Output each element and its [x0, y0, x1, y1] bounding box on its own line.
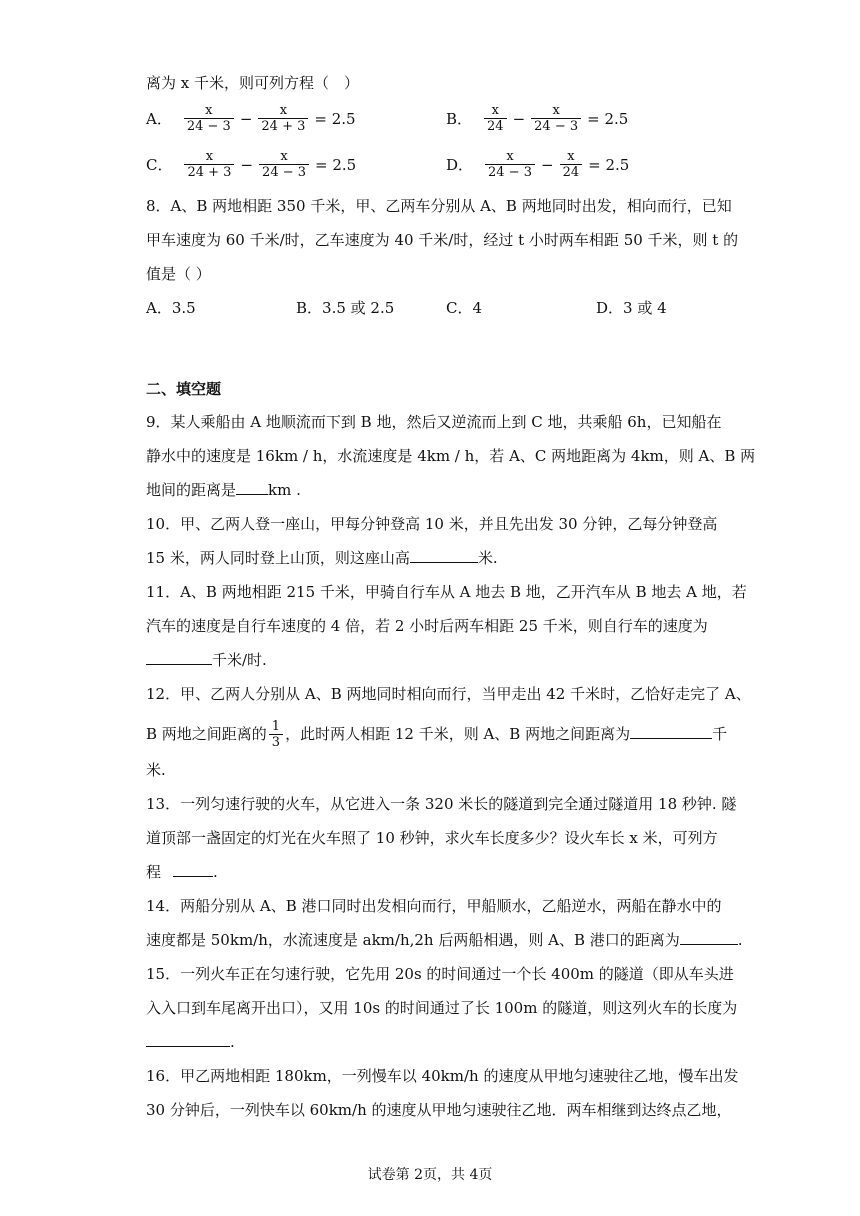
q8-line-2: 甲车速度为 60 千米/时，乙车速度为 40 千米/时，经过 t 小时两车相距 50 千米，则 t 的 [146, 231, 739, 249]
answer-blank[interactable] [630, 724, 712, 739]
q9-line-1: 9．某人乘船由 A 地顺流而下到 B 地，然后又逆流而上到 C 地，共乘船 6h，已知船在 [146, 413, 722, 431]
q13-line-2: 道顶部一盏固定的灯光在火车照了 10 秒钟，求火车长度多少？设火车长 x 米，可列方 [146, 829, 718, 847]
section-title: 二、填空题 [146, 380, 222, 398]
fraction: $\frac{x}{24 - 3}$ [184, 104, 234, 134]
q11-line-1: 11．A、B 两地相距 215 千米，甲骑自行车从 A 地去 B 地，乙开汽车从 B 地去 A 地，若 [146, 583, 747, 601]
q9-line-2: 静水中的速度是 16km / h，水流速度是 4km / h，若 A、C 两地距离为 4km，则 A、B 两 [146, 447, 756, 465]
answer-blank[interactable] [146, 1032, 230, 1047]
q8-option-c[interactable]: C．4 [446, 299, 483, 317]
q14-line-2: 速度都是 50km/h，水流速度是 akm/h,2h 后两船相遇，则 A、B 港口的距离为 . [146, 931, 743, 949]
answer-blank[interactable] [410, 548, 478, 563]
fraction: $\frac{x}{24 + 3}$ [258, 104, 308, 134]
q12-line-2: B 两地之间距离的 $\frac{1}{3}$ ，此时两人相距 12 千米，则 A、B 两地之间距离为 千 [146, 719, 728, 750]
q8-line-3: 值是（ ） [146, 265, 211, 283]
q16-line-2: 30 分钟后，一列快车以 60km/h 的速度从甲地匀速驶往乙地．两车相继到达终点乙地， [146, 1101, 732, 1119]
q11-line-2: 汽车的速度是自行车速度的 4 倍，若 2 小时后两车相距 25 千米，则自行车的速度为 [146, 617, 708, 635]
fraction: $\frac{x}{24 + 3}$ [184, 150, 234, 180]
q10-line-1: 10．甲、乙两人登一座山，甲每分钟登高 10 米，并且先出发 30 分钟，乙每分钟登高 [146, 515, 718, 533]
q8-option-d[interactable]: D．3 或 4 [596, 299, 667, 317]
q12-line-1: 12．甲、乙两人分别从 A、B 两地同时相向而行，当甲走出 42 千米时，乙恰好走完了 A、 [146, 685, 751, 703]
q7-option-c[interactable]: C． $\frac{x}{24 + 3}$ − $\frac{x}{24 - 3}$ = 2.5 [146, 149, 357, 180]
q13-line-1: 13．一列匀速行驶的火车，从它进入一条 320 米长的隧道到完全通过隧道用 18 秒钟. 隧 [146, 795, 737, 813]
q8-line-1: 8．A、B 两地相距 350 千米，甲、乙两车分别从 A、B 两地同时出发，相向而行，已知 [146, 197, 732, 215]
q8-option-a[interactable]: A．3.5 [146, 299, 196, 317]
q8-option-b[interactable]: B．3.5 或 2.5 [296, 299, 395, 317]
q7-tail: 离为 x 千米，则可列方程（ ） [146, 74, 359, 92]
q11-line-3: 千米/时. [146, 650, 267, 670]
q15-line-2: 入入口到车尾离开出口），又用 10s 的时间通过了长 100m 的隧道，则这列火车的长度为 [146, 999, 738, 1017]
q14-line-1: 14．两船分别从 A、B 港口同时出发相向而行，甲船顺水，乙船逆水，两船在静水中的 [146, 897, 722, 915]
q15-line-1: 15．一列火车正在匀速行驶，它先用 20s 的时间通过一个长 400m 的隧道（即从车头进 [146, 965, 734, 983]
fraction: $\frac{x}{24 - 3}$ [485, 150, 535, 180]
fraction: $\frac{x}{24 - 3}$ [259, 150, 309, 180]
answer-blank[interactable] [146, 650, 212, 665]
q7-option-b[interactable]: B． $\frac{x}{24}$ − $\frac{x}{24 - 3}$ = 2.5 [446, 103, 629, 134]
q12-line-3: 米. [146, 761, 166, 779]
q7-option-a[interactable]: A． $\frac{x}{24 - 3}$ − $\frac{x}{24 + 3}$ = 2.5 [146, 103, 356, 134]
answer-blank[interactable] [680, 930, 738, 945]
q13-line-3: 程 . [146, 863, 218, 881]
answer-blank[interactable] [236, 480, 268, 495]
fraction: $\frac{x}{24 - 3}$ [531, 104, 581, 134]
answer-blank[interactable] [173, 862, 213, 877]
fraction: $\frac{x}{24}$ [560, 150, 583, 180]
q9-line-3: 地间的距离是 km . [146, 481, 301, 499]
q15-line-3: . [146, 1032, 235, 1052]
q7-option-d[interactable]: D． $\frac{x}{24 - 3}$ − $\frac{x}{24}$ = 2.5 [446, 149, 630, 180]
fraction-one-third: $\frac{1}{3}$ [269, 720, 283, 750]
q16-line-1: 16．甲乙两地相距 180km，一列慢车以 40km/h 的速度从甲地匀速驶往乙地，慢车出发 [146, 1067, 739, 1085]
page-footer: 试卷第 2页，共 4页 [367, 1167, 493, 1183]
fraction: $\frac{x}{24}$ [484, 104, 507, 134]
q10-line-2: 15 米，两人同时登上山顶，则这座山高 米. [146, 549, 498, 567]
